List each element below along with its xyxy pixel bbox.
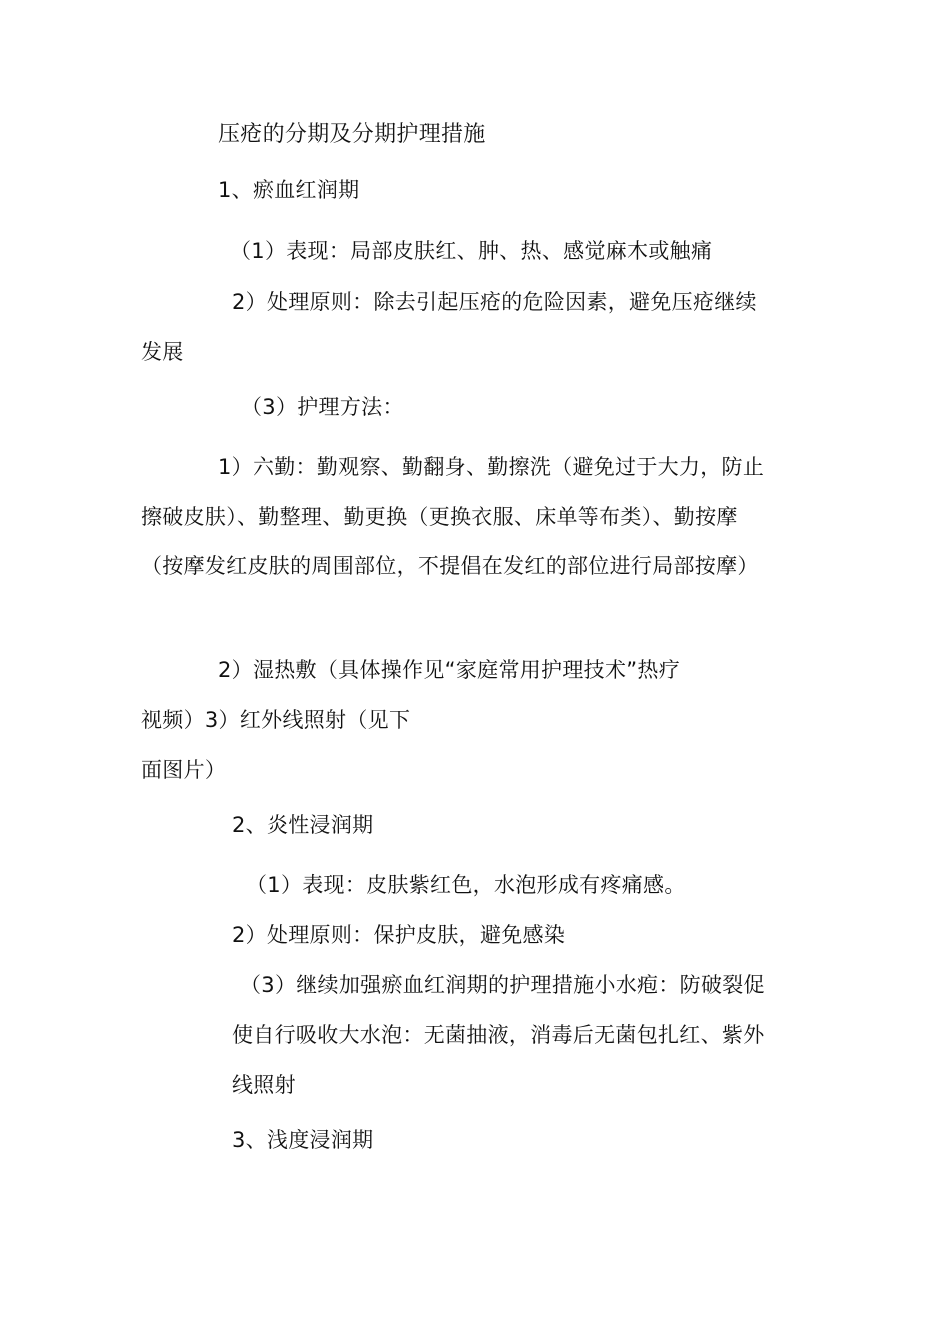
- section-1-heading: 1、瘀血红润期: [218, 178, 360, 202]
- method-2-cont: 视频）3）红外线照射（见下: [141, 708, 411, 732]
- method-3-cont: 面图片）: [141, 758, 227, 782]
- method-1-cont-2: （按摩发红皮肤的周围部位，不提倡在发红的部位进行局部按摩）: [141, 554, 759, 578]
- section-2-item-3-cont-1: 使自行吸收大水泡：无菌抽液，消毒后无菌包扎红、紫外: [232, 1023, 765, 1047]
- section-1-item-1: （1）表现：局部皮肤红、肿、热、感觉麻木或触痛: [230, 239, 713, 263]
- section-2-item-3: （3）继续加强瘀血红润期的护理措施小水疱：防破裂促: [240, 973, 765, 997]
- section-3-heading: 3、浅度浸润期: [232, 1128, 374, 1152]
- section-2-heading: 2、炎性浸润期: [232, 813, 374, 837]
- method-1-cont-1: 擦破皮肤）、勤整理、勤更换（更换衣服、床单等布类）、勤按摩: [141, 505, 738, 529]
- method-1: 1）六勤：勤观察、勤翻身、勤擦洗（避免过于大力，防止: [218, 455, 765, 479]
- method-2: 2）湿热敷（具体操作见“家庭常用护理技术”热疗: [218, 658, 681, 682]
- document-title: 压疮的分期及分期护理措施: [218, 122, 486, 147]
- section-1-item-2: 2）处理原则：除去引起压疮的危险因素，避免压疮继续: [232, 290, 757, 314]
- section-1-item-3: （3）护理方法：: [241, 395, 404, 419]
- section-1-item-2-cont: 发展: [141, 340, 184, 364]
- section-2-item-3-cont-2: 线照射: [232, 1073, 296, 1097]
- section-2-item-2: 2）处理原则：保护皮肤，避免感染: [232, 923, 566, 947]
- section-2-item-1: （1）表现：皮肤紫红色，水泡形成有疼痛感。: [246, 873, 686, 897]
